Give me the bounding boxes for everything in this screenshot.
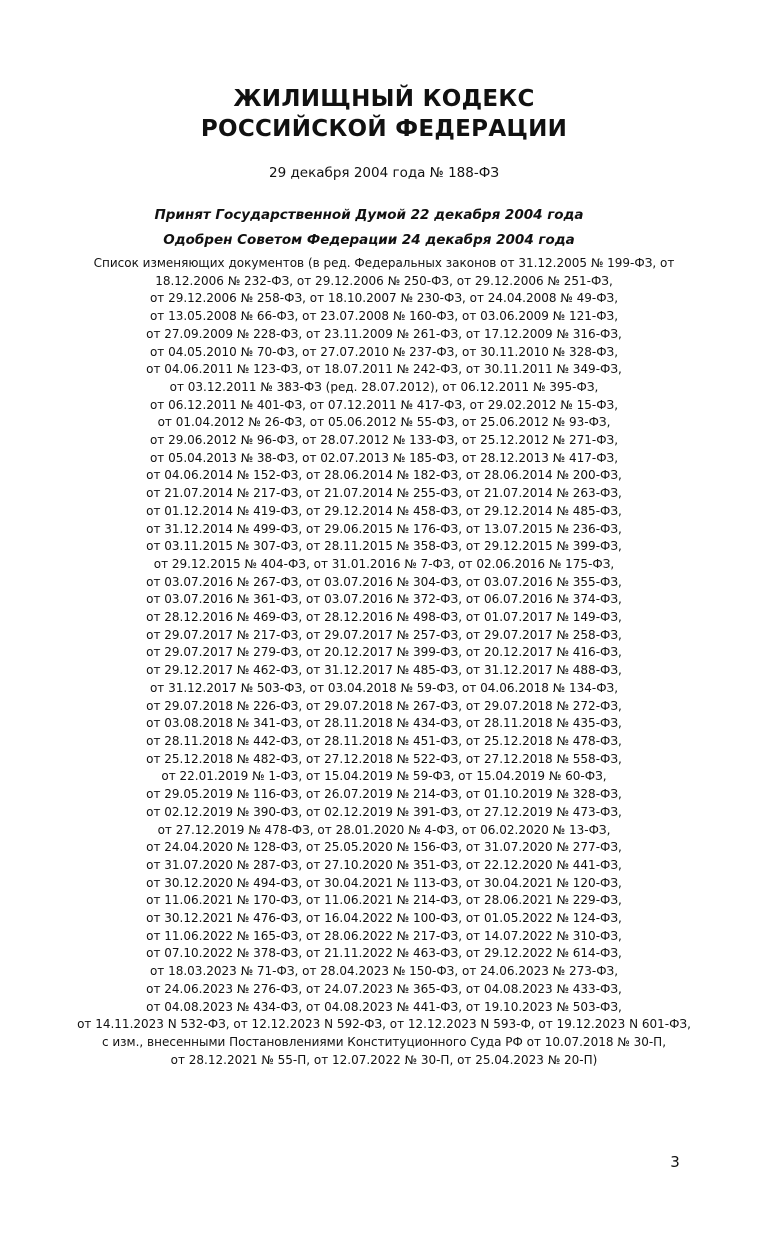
amendment-line: от 04.06.2011 № 123-ФЗ, от 18.07.2011 № 242-ФЗ, от 30.11.2011 № 349-ФЗ, (146, 362, 622, 377)
amendment-line: от 05.04.2013 № 38-ФЗ, от 02.07.2013 № 185-ФЗ, от 28.12.2013 № 417-ФЗ, (149, 450, 619, 465)
amendment-line: от 04.05.2010 № 70-ФЗ, от 27.07.2010 № 237-ФЗ, от 30.11.2010 № 328-ФЗ, (149, 344, 619, 359)
amendment-line: от 31.12.2017 № 503-ФЗ, от 03.04.2018 № 59-ФЗ, от 04.06.2018 № 134-ФЗ, (149, 680, 619, 695)
amendment-line: с изм., внесенными Постановлениями Конституционного Суда РФ от 10.07.2018 № 30-П, (101, 1034, 667, 1049)
approved-by-federation-council: Одобрен Советом Федерации 24 декабря 2004 года (163, 232, 575, 248)
amendment-line: Список изменяющих документов (в ред. Федеральных законов от 31.12.2005 № 199-ФЗ, от (93, 256, 675, 270)
amendment-line: от 29.07.2017 № 279-ФЗ, от 20.12.2017 № 399-ФЗ, от 20.12.2017 № 416-ФЗ, (146, 645, 622, 660)
amendment-line: от 29.07.2017 № 217-ФЗ, от 29.07.2017 № 257-ФЗ, от 29.07.2017 № 258-ФЗ, (146, 627, 622, 642)
amendment-line: от 11.06.2021 № 170-ФЗ, от 11.06.2021 № 214-ФЗ, от 28.06.2021 № 229-ФЗ, (146, 893, 622, 908)
amendment-line: от 27.12.2019 № 478-ФЗ, от 28.01.2020 № 4-ФЗ, от 06.02.2020 № 13-ФЗ, (157, 822, 611, 837)
amendment-line: от 28.12.2016 № 469-ФЗ, от 28.12.2016 № 498-ФЗ, от 01.07.2017 № 149-ФЗ, (146, 610, 622, 625)
adopted-by-duma: Принят Государственной Думой 22 декабря 2004 года (154, 207, 584, 223)
amendment-line: от 11.06.2022 № 165-ФЗ, от 28.06.2022 № 217-ФЗ, от 14.07.2022 № 310-ФЗ, (146, 928, 622, 943)
amendment-line: от 29.12.2006 № 258-ФЗ, от 18.10.2007 № 230-ФЗ, от 24.04.2008 № 49-ФЗ, (149, 291, 619, 306)
amendment-line: от 27.09.2009 № 228-ФЗ, от 23.11.2009 № 261-ФЗ, от 17.12.2009 № 316-ФЗ, (146, 326, 622, 341)
amendments-list (40, 255, 728, 1069)
amendment-line: от 03.11.2015 № 307-ФЗ, от 28.11.2015 № 358-ФЗ, от 29.12.2015 № 399-ФЗ, (146, 539, 622, 554)
amendment-line: от 07.10.2022 № 378-ФЗ, от 21.11.2022 № 463-ФЗ, от 29.12.2022 № 614-ФЗ, (146, 946, 622, 961)
amendment-line: от 03.12.2011 № 383-ФЗ (ред. 28.07.2012), от 06.12.2011 № 395-ФЗ, (169, 379, 599, 394)
amendment-line: от 03.07.2016 № 361-ФЗ, от 03.07.2016 № 372-ФЗ, от 06.07.2016 № 374-ФЗ, (146, 592, 622, 607)
amendment-line: от 21.07.2014 № 217-ФЗ, от 21.07.2014 № 255-ФЗ, от 21.07.2014 № 263-ФЗ, (146, 486, 622, 501)
amendment-line: от 29.12.2017 № 462-ФЗ, от 31.12.2017 № 485-ФЗ, от 31.12.2017 № 488-ФЗ, (146, 663, 622, 678)
amendment-line: от 31.12.2014 № 499-ФЗ, от 29.06.2015 № 176-ФЗ, от 13.07.2015 № 236-ФЗ, (146, 521, 622, 536)
amendment-line: от 25.12.2018 № 482-ФЗ, от 27.12.2018 № 522-ФЗ, от 27.12.2018 № 558-ФЗ, (146, 751, 622, 766)
amendment-line: от 13.05.2008 № 66-ФЗ, от 23.07.2008 № 160-ФЗ, от 03.06.2009 № 121-ФЗ, (149, 309, 619, 324)
document-title-line-2: РОССИЙСКОЙ ФЕДЕРАЦИИ (200, 116, 568, 142)
amendment-line: от 03.07.2016 № 267-ФЗ, от 03.07.2016 № 304-ФЗ, от 03.07.2016 № 355-ФЗ, (146, 574, 622, 589)
amendment-line: от 02.12.2019 № 390-ФЗ, от 02.12.2019 № 391-ФЗ, от 27.12.2019 № 473-ФЗ, (146, 804, 622, 819)
amendment-line: от 18.03.2023 № 71-ФЗ, от 28.04.2023 № 150-ФЗ, от 24.06.2023 № 273-ФЗ, (149, 964, 619, 979)
amendment-line: от 22.01.2019 № 1-ФЗ, от 15.04.2019 № 59-ФЗ, от 15.04.2019 № 60-ФЗ, (161, 769, 607, 784)
document-title-line-1: ЖИЛИЩНЫЙ КОДЕКС (233, 86, 535, 112)
amendment-line: от 24.04.2020 № 128-ФЗ, от 25.05.2020 № 156-ФЗ, от 31.07.2020 № 277-ФЗ, (146, 840, 622, 855)
amendment-line: от 29.12.2015 № 404-ФЗ, от 31.01.2016 № 7-ФЗ, от 02.06.2016 № 175-ФЗ, (153, 556, 615, 571)
amendment-line: от 01.04.2012 № 26-ФЗ, от 05.06.2012 № 55-ФЗ, от 25.06.2012 № 93-ФЗ, (157, 415, 611, 430)
amendment-line: от 30.12.2021 № 476-ФЗ, от 16.04.2022 № 100-ФЗ, от 01.05.2022 № 124-ФЗ, (146, 911, 622, 926)
amendment-line: 18.12.2006 № 232-ФЗ, от 29.12.2006 № 250-ФЗ, от 29.12.2006 № 251-ФЗ, (155, 273, 613, 288)
amendment-line: от 14.11.2023 N 532-ФЗ, от 12.12.2023 N 592-ФЗ, от 12.12.2023 N 593-Ф, от 19.12.2023 N 601-ФЗ, (77, 1017, 691, 1032)
amendment-line: от 28.12.2021 № 55-П, от 12.07.2022 № 30-П, от 25.04.2023 № 20-П) (170, 1052, 598, 1067)
amendment-line: от 28.11.2018 № 442-ФЗ, от 28.11.2018 № 451-ФЗ, от 25.12.2018 № 478-ФЗ, (146, 733, 622, 748)
page-number: 3 (670, 1153, 680, 1171)
amendment-line: от 03.08.2018 № 341-ФЗ, от 28.11.2018 № 434-ФЗ, от 28.11.2018 № 435-ФЗ, (146, 716, 622, 731)
amendment-line: от 29.07.2018 № 226-ФЗ, от 29.07.2018 № 267-ФЗ, от 29.07.2018 № 272-ФЗ, (146, 698, 622, 713)
amendment-line: от 31.07.2020 № 287-ФЗ, от 27.10.2020 № 351-ФЗ, от 22.12.2020 № 441-ФЗ, (146, 857, 622, 872)
amendment-line: от 24.06.2023 № 276-ФЗ, от 24.07.2023 № 365-ФЗ, от 04.08.2023 № 433-ФЗ, (146, 981, 622, 996)
amendment-line: от 29.06.2012 № 96-ФЗ, от 28.07.2012 № 133-ФЗ, от 25.12.2012 № 271-ФЗ, (149, 433, 619, 448)
amendment-line: от 04.06.2014 № 152-ФЗ, от 28.06.2014 № 182-ФЗ, от 28.06.2014 № 200-ФЗ, (146, 468, 622, 483)
amendment-line: от 04.08.2023 № 434-ФЗ, от 04.08.2023 № 441-ФЗ, от 19.10.2023 № 503-ФЗ, (146, 999, 622, 1014)
amendment-line: от 29.05.2019 № 116-ФЗ, от 26.07.2019 № 214-ФЗ, от 01.10.2019 № 328-ФЗ, (146, 787, 622, 802)
amendment-line: от 06.12.2011 № 401-ФЗ, от 07.12.2011 № 417-ФЗ, от 29.02.2012 № 15-ФЗ, (149, 397, 619, 412)
amendment-line: от 30.12.2020 № 494-ФЗ, от 30.04.2021 № 113-ФЗ, от 30.04.2021 № 120-ФЗ, (146, 875, 622, 890)
amendment-line: от 01.12.2014 № 419-ФЗ, от 29.12.2014 № 458-ФЗ, от 29.12.2014 № 485-ФЗ, (146, 503, 622, 518)
document-date-number: 29 декабря 2004 года № 188-ФЗ (269, 165, 499, 181)
